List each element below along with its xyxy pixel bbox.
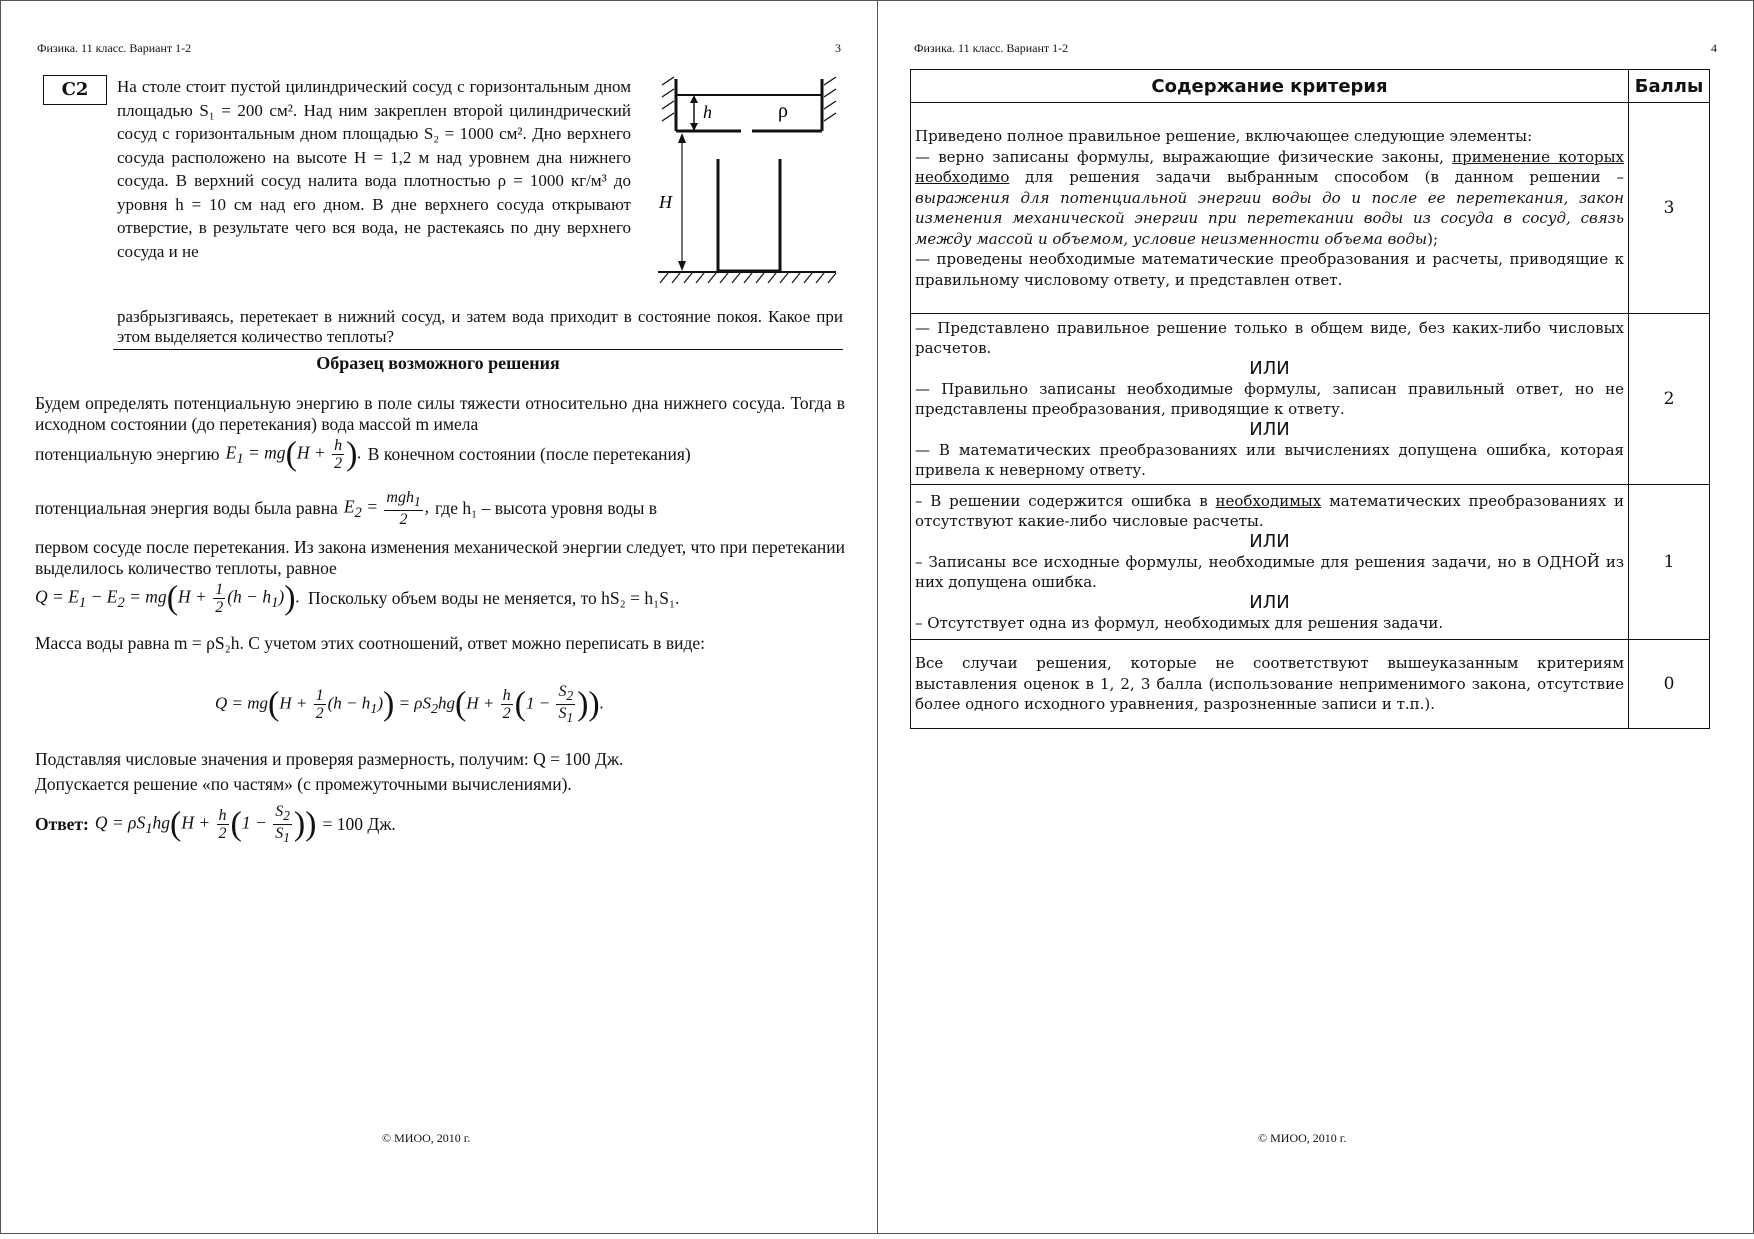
diagram-label-H: H <box>659 192 672 212</box>
formula-Q-full: Q = mg(H + $\frac{1}{2}$ $(h - h_1)) = \rho S_2hg(H$ + $\frac{h}{2}$ (1 − $\frac{S_2}{S_1}$ )). <box>215 683 605 726</box>
task-badge: С2 <box>43 75 107 105</box>
criteria-row <box>911 485 1710 640</box>
criteria-score: 1 <box>1629 485 1710 640</box>
solution-p5: Поскольку объем воды не меняется, то hS₂ = h₁S₁. <box>307 588 680 608</box>
solution-title: Образец возможного решения <box>316 353 560 373</box>
diagram-label-h: h <box>703 102 712 122</box>
solution-p3-b: где h₁ – высота уровня воды в <box>435 498 658 519</box>
formula-E1: $E_1 = mg(H$ + $\frac{h}{2}$ ). <box>225 435 362 473</box>
divider <box>113 349 843 350</box>
criteria-score: 3 <box>1629 103 1710 314</box>
col-score-header: Баллы <box>1629 70 1710 103</box>
page-header: Физика. 11 класс. Вариант 1-2 <box>37 41 192 55</box>
criteria-text: – В решении содержится ошибка в необходимых математических преобразованиях и отсутствуют какие-либо числовые расчеты. ИЛИ – Записаны все исходные формулы, необходимые для решения задачи, но в ОДНОЙ из них допущена ошибка. ИЛИ – Отсутствует одна из формул, необходимых для решения задачи. <box>911 485 1629 640</box>
criteria-text: Приведено полное правильное решение, включающее следующие элементы: — верно записаны формулы, выражающие физические законы, применение которых необходимо для решения задачи выбранным способом (в данном решении – выражения для потенциальной энергии воды до и после ее перетекания, закон изменения механической энергии при перетекании воды из сосуда в сосуд, связь между массой и объемом, условие неизменности объема воды); — проведены необходимые математические преобразования и расчеты, приводящие к правильному числовому ответу, и представлен ответ. <box>911 103 1629 314</box>
solution-p3 <box>35 489 845 528</box>
criteria-row <box>911 314 1710 485</box>
page-header: Физика. 11 класс. Вариант 1-2 <box>914 41 1069 55</box>
formula-answer: $Q = \rho S_1hg(H$ + $\frac{h}{2}$ (1 − $\frac{S_2}{S_1}$ )) <box>94 803 317 846</box>
criteria-text: — Представлено правильное решение только в общем виде, без каких-либо числовых расчетов. ИЛИ — Правильно записаны необходимые формулы, записан правильный ответ, но не представлены преобразования, приводящие к ответу. ИЛИ — В математических преобразованиях или вычислениях допущена ошибка, которая привела к неверному ответу. <box>911 314 1629 485</box>
solution-q-line <box>35 581 845 616</box>
solution-p2 <box>35 437 845 472</box>
formula-E2: $E_2$ = $\frac{mgh_1}{2}$ , <box>343 489 429 529</box>
task-text: На столе стоит пустой цилиндрический сосуд с горизонтальным дном площадью S₁ = 200 см². Над ним закреплен второй цилиндрический сосуд с горизонтальным дном площадью S₂ = 1000 см². Дно верхнего сосуда расположено на высоте H = 1,2 м над уровнем дна нижнего сосуда. В верхний сосуд налита вода плотностью ρ = 1000 кг/м³ до уровня h = 10 см над его дном. В дне верхнего сосуда открывают отверстие, в результате чего вся вода, не растекаясь по дну верхнего сосуда и не <box>117 77 631 261</box>
page-footer: © МИОО, 2010 г. <box>382 1131 471 1145</box>
vessels-diagram <box>656 73 856 285</box>
formula-Q: $Q = E_1 - E_2 = mg(H$ + $\frac{1}{2}$ $(h - h_1)$). <box>35 579 300 617</box>
criteria-score: 2 <box>1629 314 1710 485</box>
solution-p1: Будем определять потенциальную энергию в поле силы тяжести относительно дна нижнего сосуда. Тогда в исходном состоянии (до перетекания) вода массой m имела <box>35 393 845 434</box>
col-criteria-header: Содержание критерия <box>911 70 1629 103</box>
solution-p6: Масса воды равна m = ρS₂h. С учетом этих соотношений, ответ можно переписать в виде: <box>35 633 705 653</box>
page-number: 4 <box>1711 41 1717 55</box>
criteria-row <box>911 640 1710 729</box>
solution-p4: первом сосуде после перетекания. Из закона изменения механической энергии следует, что при перетекании выделилось количество теплоты, равное <box>35 537 845 578</box>
answer-line <box>35 803 396 846</box>
answer-label: Ответ: <box>35 814 89 835</box>
solution-p7: Подставляя числовые значения и проверяя размерность, получим: Q = 100 Дж. <box>35 749 624 769</box>
page-number: 3 <box>835 41 841 55</box>
criteria-table <box>910 69 1710 729</box>
page-left <box>0 0 878 1234</box>
solution-p8: Допускается решение «по частям» (с промежуточными вычислениями). <box>35 774 572 794</box>
criteria-text: Все случаи решения, которые не соответствуют вышеуказанным критериям выставления оценок в 1, 2, 3 балла (использование неприменимого закона, отсутствие более одного исходного уравнения, разрозненные записи и т.п.). <box>911 640 1629 729</box>
page-footer: © МИОО, 2010 г. <box>1258 1131 1347 1145</box>
task-text-tail: разбрызгиваясь, перетекает в нижний сосуд, и затем вода приходит в состояние покоя. Какое при этом выделяется количество теплоты? <box>117 307 843 346</box>
solution-p3-a: потенциальная энергия воды была равна <box>35 498 338 519</box>
solution-p2-a: потенциальную энергию <box>35 444 220 464</box>
solution-p2-b: В конечном состоянии (после перетекания) <box>367 444 691 464</box>
page-right <box>877 0 1754 1234</box>
diagram-label-rho: ρ <box>778 100 788 122</box>
criteria-row <box>911 103 1710 314</box>
answer-tail: = 100 Дж. <box>322 814 396 835</box>
criteria-score: 0 <box>1629 640 1710 729</box>
